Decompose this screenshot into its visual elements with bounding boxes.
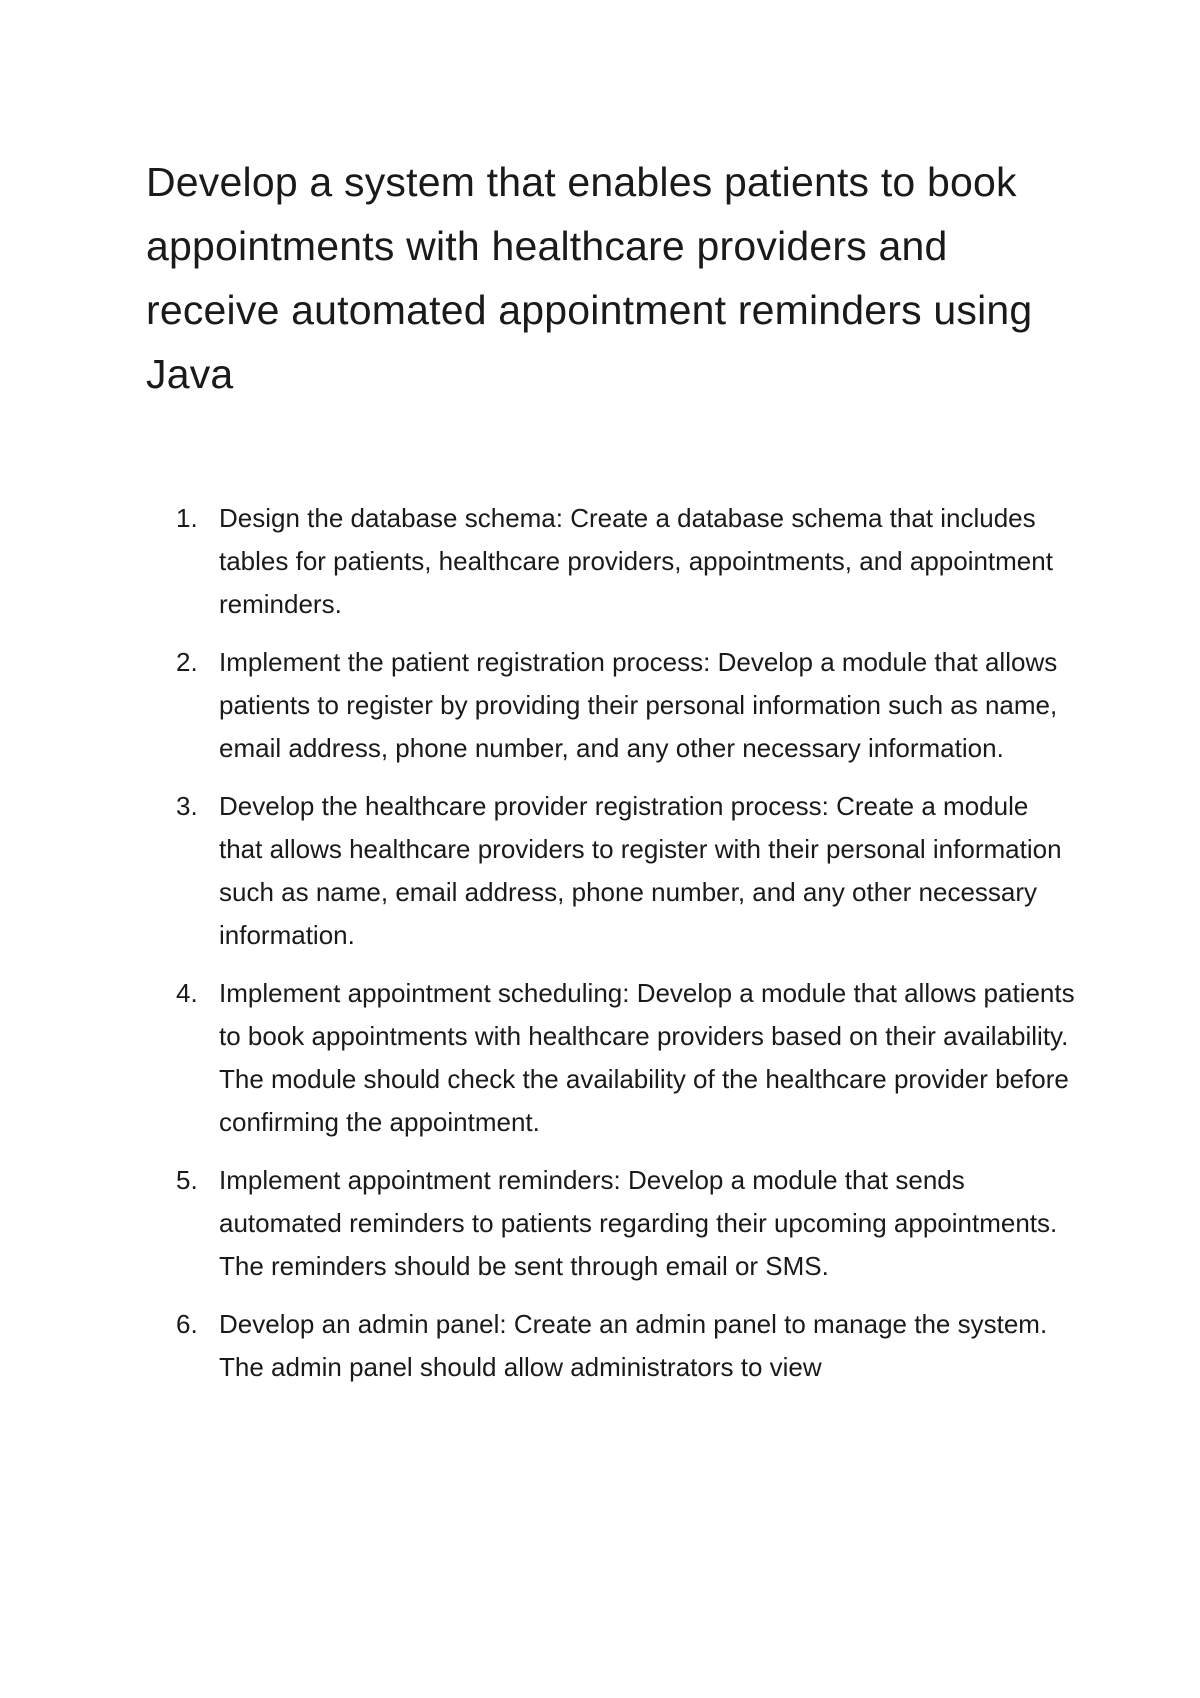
list-item xyxy=(146,641,1076,770)
list-item xyxy=(146,972,1076,1144)
list-item-text: Design the database schema: Create a database schema that includes tables for patients, healthcare providers, appointments, and appointment reminders. xyxy=(219,503,1053,619)
list-item-text: Implement appointment reminders: Develop a module that sends automated reminders to patients regarding their upcoming appointments. The reminders should be sent through email or SMS. xyxy=(219,1165,1058,1281)
list-item-number: 1. xyxy=(176,503,198,533)
list-item-text: Develop an admin panel: Create an admin panel to manage the system. The admin panel should allow administrators to view xyxy=(219,1309,1048,1382)
list-item-number: 5. xyxy=(176,1165,198,1195)
list-item xyxy=(146,1159,1076,1288)
list-item xyxy=(146,1303,1076,1389)
list-item-number: 3. xyxy=(176,791,198,821)
list-item-text: Develop the healthcare provider registration process: Create a module that allows healthcare providers to register with their personal information such as name, email address, phone number, and any other necessary information. xyxy=(219,791,1062,950)
list-item-text: Implement appointment scheduling: Develop a module that allows patients to book appointments with healthcare providers based on their availability. The module should check the availability of the healthcare provider before confirming the appointment. xyxy=(219,978,1075,1137)
list-item-number: 4. xyxy=(176,978,198,1008)
list-item-number: 2. xyxy=(176,647,198,677)
steps-list xyxy=(146,497,1076,1404)
list-item-text: Implement the patient registration process: Develop a module that allows patients to register by providing their personal information such as name, email address, phone number, and any other necessary information. xyxy=(219,647,1058,763)
list-item xyxy=(146,497,1076,626)
list-item xyxy=(146,785,1076,957)
list-item-number: 6. xyxy=(176,1309,198,1339)
document-title: Develop a system that enables patients to book appointments with healthcare providers and receive automated appointment reminders using Java xyxy=(146,159,1033,397)
